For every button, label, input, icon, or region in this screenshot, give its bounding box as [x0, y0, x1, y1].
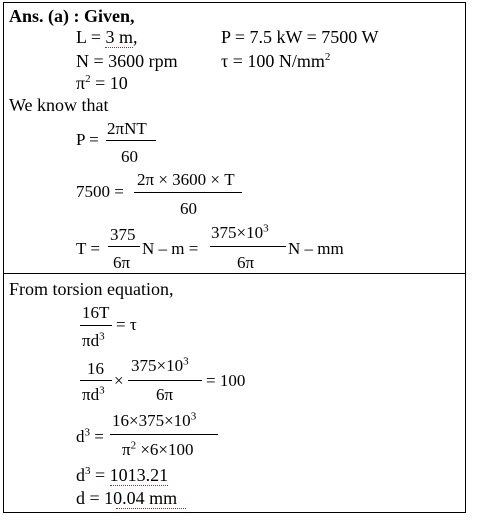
result-dotted-underline: [116, 508, 186, 509]
eq1-denominator: 60: [121, 147, 138, 166]
eq1-fraction-bar: [106, 140, 156, 141]
torsion-section-box: [3, 273, 466, 513]
torsion-eq2-fraction-bar-1: [80, 380, 112, 381]
eq3-lhs: T =: [76, 239, 100, 258]
torsion-eq2-fraction-bar-2: [128, 380, 202, 381]
torsion-eq2-denominator-1: $\pi d^3$: [82, 384, 105, 404]
eq3-denominator-1: 6π: [113, 253, 131, 272]
eq2-denominator: 60: [180, 199, 197, 218]
torsion-eq2-denominator-2: 6π: [156, 385, 174, 404]
eq2-numerator: 2π × 3600 × T: [137, 170, 235, 189]
torsion-eq5-result: d = 10.04 mm: [76, 488, 178, 508]
torsion-eq3-fraction-bar: [110, 434, 218, 435]
torsion-eq1-fraction-bar: [80, 325, 112, 326]
torsion-eq4: $d^3 = 1013.21$: [76, 465, 169, 485]
torsion-eq1-denominator: $\pi d^3$: [82, 330, 105, 350]
torsion-eq2-numerator-1: 16: [87, 359, 104, 378]
torsion-eq2-rhs: = 100: [206, 371, 246, 390]
torsion-eq1-numerator: 16T: [82, 303, 110, 322]
given-speed: N = 3600 rpm: [76, 51, 178, 71]
eq3-unit-1: N – m =: [142, 239, 199, 258]
eq3-unit-2: N – mm: [288, 239, 344, 258]
given-stress: τ = 100 $N/mm^2$: [221, 51, 331, 71]
eq2-fraction-bar: [134, 192, 242, 193]
given-length: L = 3 m,: [76, 27, 138, 47]
eq1-numerator: 2πNT: [107, 119, 147, 138]
given-pi-squared: $\pi^2 = 10$: [76, 73, 128, 93]
torsion-eq3-denominator: $\pi^2 \times 6\times 100$: [122, 439, 194, 459]
torsion-eq3-lhs: $d^3$ =: [76, 426, 104, 446]
torsion-eq1-rhs: = τ: [116, 315, 137, 334]
eq3-fraction-bar-2: [210, 246, 286, 247]
eq3-numerator-2: $375\times 10^3$: [211, 222, 269, 242]
eq3-numerator-1: 375: [110, 225, 136, 244]
torsion-heading: From torsion equation,: [9, 279, 174, 299]
torsion-eq3-numerator: $16\times 375\times 10^3$: [112, 410, 197, 430]
we-know-that-text: We know that: [9, 95, 109, 115]
eq3-denominator-2: 6π: [237, 253, 255, 272]
eq2-lhs: 7500 =: [76, 182, 124, 201]
torsion-eq2-numerator-2: $375\times 10^3$: [131, 355, 189, 375]
eq1-lhs: P =: [76, 130, 99, 149]
torsion-eq2-times: ×: [114, 371, 124, 390]
given-power: P = 7.5 kW = 7500 W: [221, 27, 379, 47]
eq3-fraction-bar-1: [108, 246, 140, 247]
answer-heading: Ans. (a) : Given,: [9, 6, 135, 26]
